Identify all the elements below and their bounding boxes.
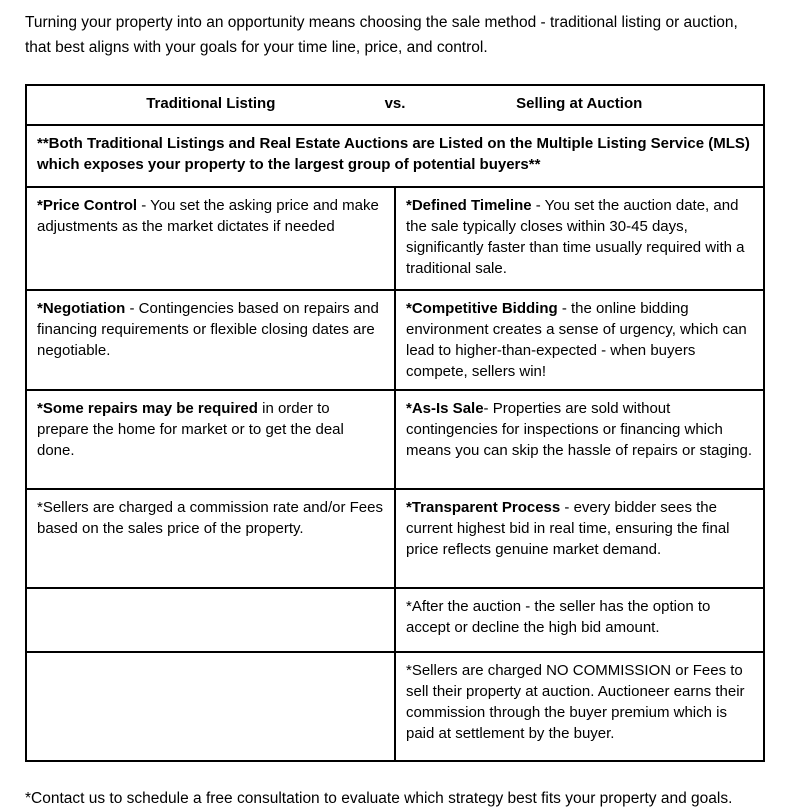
cell-negotiation	[26, 290, 395, 390]
mls-banner-row	[26, 125, 764, 187]
cell-transparent-process	[395, 489, 764, 588]
cell-some-repairs-term: *Some repairs may be required	[37, 400, 258, 417]
cell-commission-fees-text: *Sellers are charged a commission rate and/or Fees based on the sales price of the property.	[37, 499, 383, 537]
cell-defined-timeline	[395, 187, 764, 290]
column-header-traditional-listing: Traditional Listing	[146, 95, 276, 112]
cell-commission-fees	[26, 489, 395, 588]
cell-competitive-bidding	[395, 290, 764, 390]
cell-as-is-sale-text: - Properties are sold without contingencies for inspections or financing which means you can skip the hassle of repairs or staging.	[406, 400, 753, 459]
cell-defined-timeline-text: - You set the auction date, and the sale typically closes within 30-45 days, significantly faster than time usually required with a traditional sale.	[406, 197, 745, 277]
cell-no-commission	[395, 652, 764, 761]
cell-price-control	[26, 187, 395, 290]
table-header-layout	[37, 93, 753, 114]
table-row-price-vs-timeline	[26, 187, 764, 290]
cell-transparent-process-term: *Transparent Process	[406, 499, 561, 516]
cell-negotiation-term: *Negotiation	[37, 300, 126, 317]
cell-transparent-process-text: - every bidder sees the current highest bid in real time, ensuring the final price reflects genuine market demand.	[406, 499, 730, 558]
cell-competitive-bidding-text: - the online bidding environment creates a sense of urgency, which can lead to higher-than-expected - when buyers compete, sellers win!	[406, 300, 747, 380]
cell-price-control-text: - You set the asking price and make adjustments as the market dictates if needed	[37, 197, 379, 235]
table-row-after-auction	[26, 588, 764, 652]
cell-defined-timeline-term: *Defined Timeline	[406, 197, 532, 214]
table-header-row	[26, 85, 764, 125]
cell-empty-left-2	[26, 652, 395, 761]
cell-negotiation-text: - Contingencies based on repairs and financing requirements or flexible closing dates are negotiable.	[37, 300, 379, 359]
vs-label: vs.	[384, 95, 406, 112]
footer-note: *Contact us to schedule a free consultation to evaluate which strategy best fits your property and goals.	[25, 790, 733, 807]
intro-paragraph: Turning your property into an opportunity means choosing the sale method - traditional listing or auction, that best aligns with your goals for your time line, price, and control.	[25, 14, 738, 56]
table-header-cell	[26, 85, 764, 125]
cell-after-auction-text: *After the auction - the seller has the option to accept or decline the high bid amount.	[406, 598, 711, 636]
cell-some-repairs	[26, 390, 395, 489]
mls-banner-cell: **Both Traditional Listings and Real Estate Auctions are Listed on the Multiple Listing Service (MLS) which exposes your property to the largest group of potential buyers**	[26, 125, 764, 187]
cell-price-control-term: *Price Control	[37, 197, 138, 214]
cell-after-auction	[395, 588, 764, 652]
cell-no-commission-text: *Sellers are charged NO COMMISSION or Fees to sell their property at auction. Auctioneer earns their commission through the buyer premium which is paid at settlement by the buyer.	[406, 662, 745, 742]
table-row-no-commission	[26, 652, 764, 761]
comparison-table	[25, 84, 765, 762]
cell-empty-left-1	[26, 588, 395, 652]
cell-competitive-bidding-term: *Competitive Bidding	[406, 300, 558, 317]
cell-as-is-sale	[395, 390, 764, 489]
table-row-commission-vs-transparent	[26, 489, 764, 588]
cell-some-repairs-text: in order to prepare the home for market or to get the deal done.	[37, 400, 344, 459]
column-header-selling-at-auction: Selling at Auction	[516, 95, 643, 112]
table-row-repairs-vs-asis	[26, 390, 764, 489]
table-row-negotiation-vs-bidding	[26, 290, 764, 390]
cell-as-is-sale-term: *As-Is Sale	[406, 400, 484, 417]
